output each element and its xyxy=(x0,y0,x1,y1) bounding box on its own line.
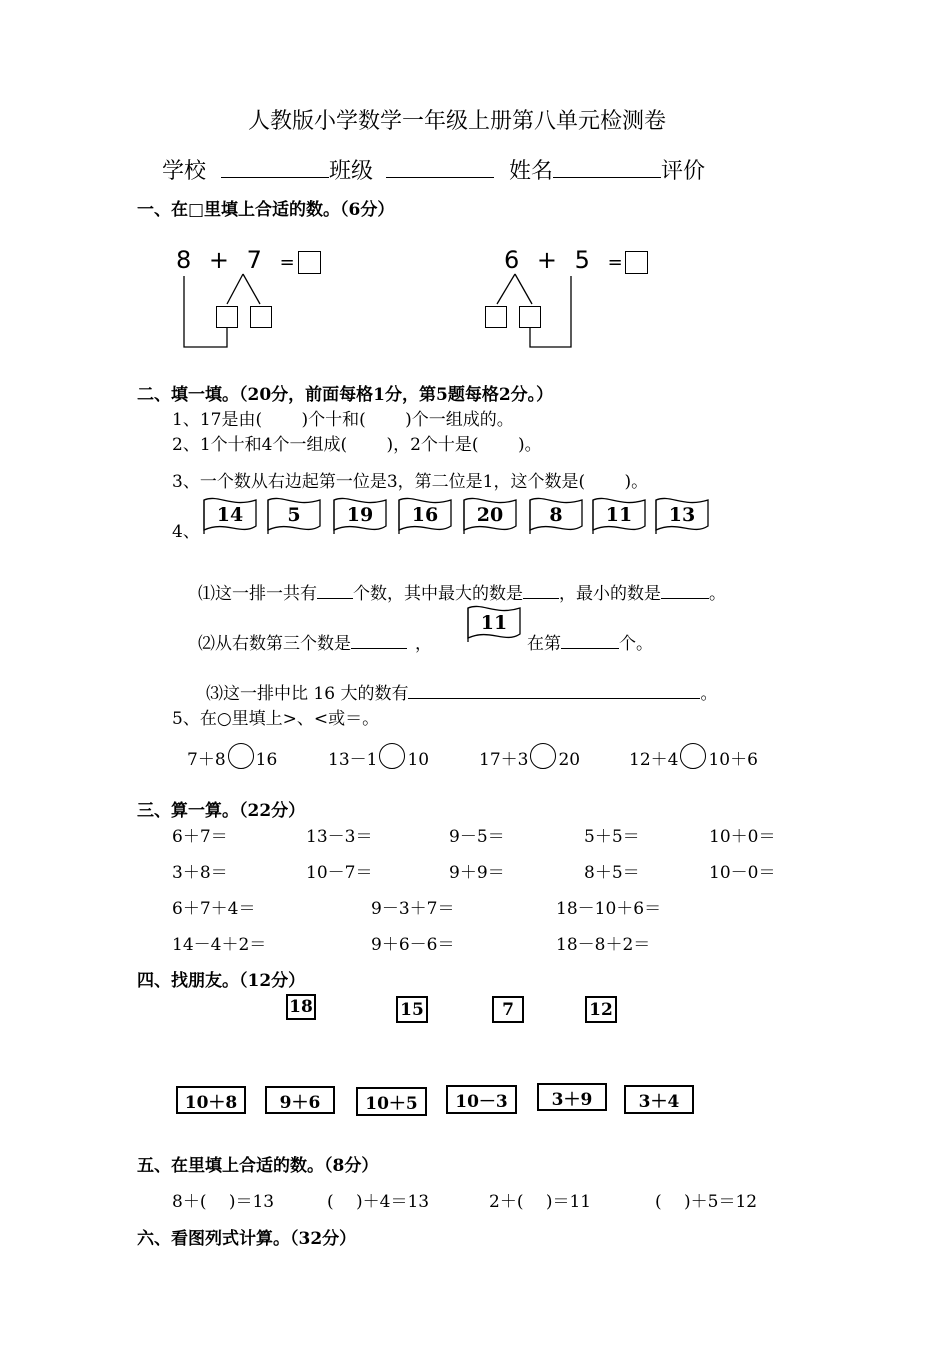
flag-item xyxy=(527,496,585,538)
expression-card[interactable]: 3＋9 xyxy=(537,1083,607,1111)
flag-label: 13 xyxy=(668,504,696,526)
fill-item: ( )＋5＝12 xyxy=(655,1192,758,1212)
compare-2-left: 13－1 xyxy=(328,750,378,770)
section-5-heading: 五、在里填上合适的数。（8分） xyxy=(137,1156,379,1176)
calc-item: 3＋8＝ xyxy=(172,863,228,883)
compare-4-right: 10＋6 xyxy=(708,750,758,770)
compare-1-left: 7＋8 xyxy=(187,750,226,770)
compare-2-right: 10 xyxy=(407,750,430,770)
q4-1-text-b: 个数，其中最大的数是 xyxy=(353,584,523,604)
question-2-5: 5、在○里填上>、<或＝。 xyxy=(172,709,380,729)
question-2-3: 3、一个数从右边起第一位是3，第二位是1，这个数是( )。 xyxy=(172,472,649,492)
section-4-heading: 四、找朋友。（12分） xyxy=(137,971,306,991)
flag-label: 19 xyxy=(346,504,374,526)
calc-item: 9－3＋7＝ xyxy=(371,899,455,919)
expression-card[interactable]: 10－3 xyxy=(446,1085,517,1114)
class-label: 班级 xyxy=(329,159,374,184)
compare-3 xyxy=(479,743,580,770)
section-6-heading: 六、看图列式计算。（32分） xyxy=(137,1229,357,1249)
compare-1-right: 16 xyxy=(255,750,278,770)
q4-1-blank-max[interactable] xyxy=(523,578,559,599)
expression-card[interactable]: 10＋8 xyxy=(176,1086,246,1114)
flag-item xyxy=(461,496,519,538)
q4-2-text-c: 在第 xyxy=(527,634,561,654)
calc-item: 6＋7＝ xyxy=(172,827,228,847)
fill-item: 2＋( )＝11 xyxy=(489,1192,592,1212)
eq1-op: + xyxy=(208,246,230,274)
compare-4-circle[interactable] xyxy=(680,743,706,769)
flag-label: 14 xyxy=(216,504,244,526)
question-2-4-label: 4、 xyxy=(172,522,200,542)
calc-item: 5＋5＝ xyxy=(584,827,640,847)
question-2-1: 1、17是由( )个十和( )个一组成的。 xyxy=(172,410,514,430)
flag-item xyxy=(590,496,648,538)
calc-item: 9＋9＝ xyxy=(449,863,505,883)
calc-item: 6＋7＋4＝ xyxy=(172,899,256,919)
school-blank[interactable] xyxy=(221,157,329,178)
compare-3-right: 20 xyxy=(558,750,581,770)
question-2-4-1 xyxy=(198,578,726,604)
q4-2-text-a: ⑵从右数第三个数是 xyxy=(198,634,351,654)
eq2-b: 5 xyxy=(574,246,590,274)
q4-1-text-a: ⑴这一排一共有 xyxy=(198,584,317,604)
number-card[interactable]: 15 xyxy=(396,996,428,1023)
eq1-eq: = xyxy=(279,252,295,273)
flag-label: 8 xyxy=(549,504,563,526)
flag-label: 5 xyxy=(287,504,301,526)
flag-label: 16 xyxy=(411,504,439,526)
eq2-a: 6 xyxy=(504,246,520,274)
compare-2 xyxy=(328,743,429,770)
eq1-a: 8 xyxy=(176,246,192,274)
question-2-4-2 xyxy=(198,628,432,654)
fill-item: ( )＋4＝13 xyxy=(327,1192,430,1212)
q4-3-blank[interactable] xyxy=(408,678,700,699)
section-1-heading: 一、在□里填上合适的数。（6分） xyxy=(137,200,395,220)
calc-item: 18－8＋2＝ xyxy=(556,935,651,955)
q4-2-text-b: ， xyxy=(415,634,432,654)
eq1-split-lines xyxy=(170,270,280,355)
calc-item: 9－5＝ xyxy=(449,827,505,847)
fill-item: 8＋( )＝13 xyxy=(172,1192,275,1212)
q4-3-text-b: 。 xyxy=(700,684,718,704)
flag-label: 11 xyxy=(605,504,633,526)
number-card[interactable]: 12 xyxy=(585,996,617,1023)
school-label: 学校 xyxy=(162,159,207,184)
compare-2-circle[interactable] xyxy=(379,743,405,769)
calc-item: 18－10＋6＝ xyxy=(556,899,662,919)
flag-item xyxy=(653,496,711,538)
compare-3-left: 17＋3 xyxy=(479,750,529,770)
number-card[interactable]: 7 xyxy=(492,996,524,1023)
compare-4-left: 12＋4 xyxy=(629,750,679,770)
section-2-heading: 二、填一填。（20分，前面每格1分，第5题每格2分。） xyxy=(137,385,554,405)
school-field xyxy=(162,154,705,185)
name-label: 姓名 xyxy=(509,159,554,184)
question-2-4-3 xyxy=(206,678,717,704)
expression-card[interactable]: 3＋4 xyxy=(624,1085,694,1114)
calc-item: 8＋5＝ xyxy=(584,863,640,883)
compare-1 xyxy=(187,743,277,770)
q4-2-text-d: 个。 xyxy=(619,634,653,654)
q4-2-blank-2[interactable] xyxy=(561,628,619,649)
rating-label: 评价 xyxy=(661,159,706,184)
section-3-heading: 三、算一算。（22分） xyxy=(137,801,306,821)
calc-item: 10－7＝ xyxy=(306,863,373,883)
eq2-answer-box[interactable] xyxy=(625,251,648,274)
flag-item xyxy=(265,496,323,538)
eq1-answer-box[interactable] xyxy=(298,251,321,274)
compare-1-circle[interactable] xyxy=(228,743,254,769)
compare-3-circle[interactable] xyxy=(530,743,556,769)
calc-item: 14－4＋2＝ xyxy=(172,935,267,955)
q4-1-text-d: 。 xyxy=(709,584,726,604)
flag-label: 20 xyxy=(476,504,504,526)
calc-item: 9＋6－6＝ xyxy=(371,935,455,955)
name-blank[interactable] xyxy=(553,157,661,178)
flag-item-inline xyxy=(465,604,523,646)
question-2-2: 2、1个十和4个一组成( )，2个十是( )。 xyxy=(172,435,542,455)
eq2-op: + xyxy=(536,246,558,274)
calc-item: 10＋0＝ xyxy=(709,827,776,847)
class-blank[interactable] xyxy=(386,157,494,178)
flag-item xyxy=(396,496,454,538)
eq2-eq: = xyxy=(607,252,623,273)
eq2-split-lines xyxy=(480,270,590,355)
page-title: 人教版小学数学一年级上册第八单元检测卷 xyxy=(248,109,667,134)
expression-card[interactable]: 10＋5 xyxy=(356,1087,427,1116)
expression-card[interactable]: 9＋6 xyxy=(265,1086,335,1114)
calc-item: 10－0＝ xyxy=(709,863,776,883)
calc-item: 13－3＝ xyxy=(306,827,373,847)
flag-inline-label: 11 xyxy=(480,612,508,634)
eq1-b: 7 xyxy=(246,246,262,274)
number-card[interactable]: 18 xyxy=(286,994,316,1020)
q4-1-text-c: ，最小的数是 xyxy=(559,584,661,604)
q4-3-text-a: ⑶这一排中比 16 大的数有 xyxy=(206,684,409,704)
q4-2-blank-1[interactable] xyxy=(351,628,407,649)
flag-item xyxy=(201,496,259,538)
flag-item xyxy=(331,496,389,538)
q4-1-blank-count[interactable] xyxy=(317,578,353,599)
question-2-4-2-tail xyxy=(527,628,653,654)
q4-1-blank-min[interactable] xyxy=(661,578,709,599)
compare-4 xyxy=(629,743,758,770)
